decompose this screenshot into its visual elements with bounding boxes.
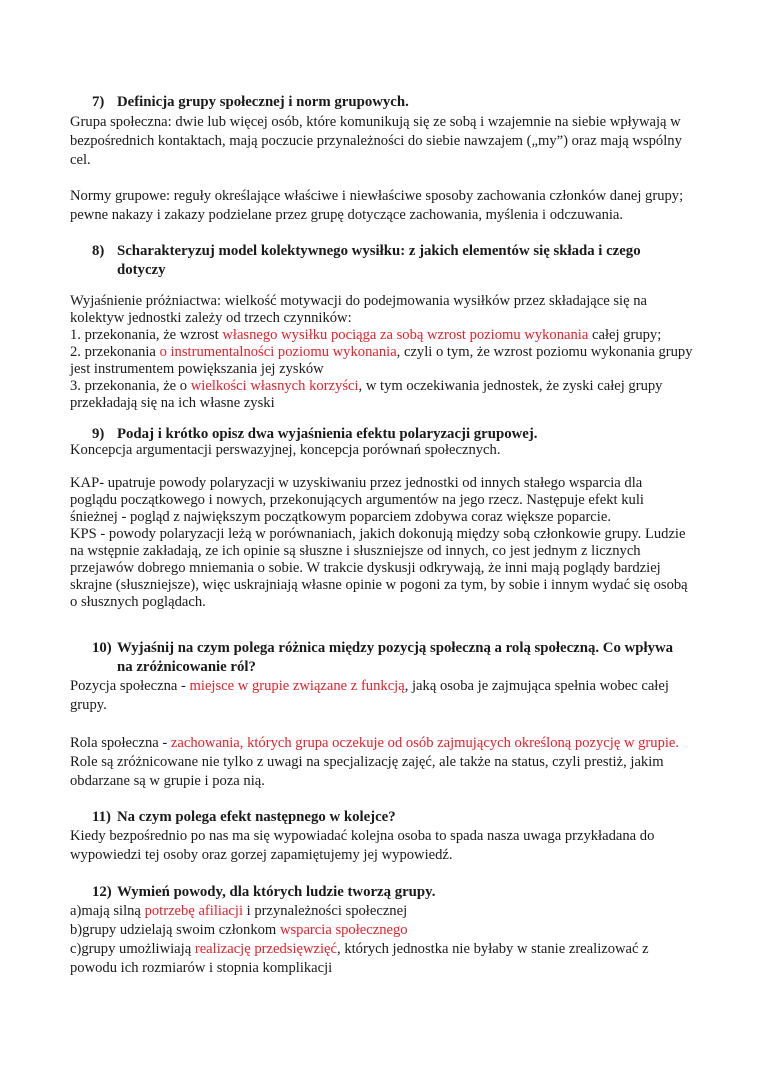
factor-1 — [70, 327, 710, 344]
factor-1-suffix: całej grupy; — [588, 327, 662, 343]
heading-10-number: 10) — [92, 640, 112, 656]
reason-a — [70, 902, 407, 920]
heading-11 — [92, 808, 692, 827]
reason-c-prefix: c)grupy umożliwiają — [70, 941, 195, 957]
heading-12-number: 12) — [92, 884, 112, 900]
heading-9-number: 9) — [92, 426, 105, 442]
heading-7 — [92, 93, 702, 112]
kps-paragraph: KPS - powody polaryzacji leżą w porównaniach, jakich dokonują między sobą członkowie grupy. Ludzie na wstępnie zakładają, ze ich opinie są słuszne i słuszniejsze od innych, co jest jednym z licznych przejawów dobrego mniemania o sobie. W trakcie dyskusji odkrywają, że inni mają poglądy bardziej skrajne (słuszniejsze), więc uskrajniają własne opinie w pogoni za tym, by sobie i innym wydać się osobą o słusznych poglądach. — [70, 526, 688, 610]
social-role-highlight: zachowania, których grupa oczekuje od osób zajmujących określoną pozycję w grupie. — [170, 735, 680, 751]
heading-7-number: 7) — [92, 94, 105, 110]
heading-11-number: 11) — [92, 809, 111, 825]
factor-3 — [70, 378, 690, 412]
social-position-highlight: miejsce w grupie związane z funkcją — [189, 678, 405, 694]
reason-a-highlight: potrzebę afiliacji — [144, 903, 244, 919]
reason-c-highlight: realizację przedsięwzięć — [194, 941, 338, 957]
heading-8 — [92, 242, 672, 280]
heading-8-text: Scharakteryzuj model kolektywnego wysiłku: z jakich elementów się składa i czego dotyczy — [117, 243, 641, 278]
heading-9-text: Podaj i krótko opisz dwa wyjaśnienia efektu polaryzacji grupowej. — [117, 426, 538, 442]
heading-8-number: 8) — [92, 243, 105, 259]
loafing-intro-paragraph: Wyjaśnienie próżniactwa: wielkość motywacji do podejmowania wysiłków przez składające się na kolektyw jednostki zależy od trzech czynników: — [70, 293, 648, 326]
reason-b — [70, 921, 408, 939]
group-norms-paragraph: Normy grupowe: reguły określające właściwe i niewłaściwe sposoby zachowania członków danej grupy; pewne nakazy i zakazy podzielane przez grupę dotyczące zachowania, myślenia i odczuwania. — [70, 188, 684, 223]
reason-a-suffix: i przynależności społecznej — [243, 903, 408, 919]
reason-c-suffix: , których jednostka nie byłaby w stanie zrealizować z powodu ich rozmiarów i stopnia komplikacji — [70, 941, 649, 976]
heading-10 — [92, 639, 692, 677]
factor-3-highlight: wielkości własnych korzyści — [190, 378, 359, 394]
heading-11-text: Na czym polega efekt następnego w kolejce? — [117, 809, 396, 825]
reason-b-highlight: wsparcia społecznego — [279, 922, 408, 938]
factor-2-prefix: 2. przekonania — [70, 344, 160, 360]
factor-3-suffix: , w tym oczekiwania jednostek, że zyski całej grupy przekładają się na ich własne zyski — [70, 378, 663, 411]
heading-12 — [92, 883, 692, 902]
social-position-paragraph — [70, 677, 685, 715]
factor-1-prefix: 1. przekonania, że wzrost — [70, 327, 223, 343]
factor-3-prefix: 3. przekonania, że o — [70, 378, 191, 394]
factor-2-highlight: o instrumentalności poziomu wykonania — [159, 344, 397, 360]
reason-b-prefix: b)grupy udzielają swoim członkom — [70, 922, 280, 938]
next-in-line-paragraph: Kiedy bezpośrednio po nas ma się wypowiadać kolejna osoba to spada nasza uwaga przykładana do wypowiedzi tej osoby oraz gorzej zapamiętujemy jej wypowiedź. — [70, 828, 655, 863]
polarization-concepts: Koncepcja argumentacji perswazyjnej, koncepcja porównań społecznych. — [70, 442, 501, 458]
social-role-paragraph — [70, 734, 710, 753]
group-definition-paragraph: Grupa społeczna: dwie lub więcej osób, które komunikują się ze sobą i wzajemnie na siebie wpływają w bezpośrednich kontaktach, mają poczucie przynależności do siebie nawzajem („my”) oraz mają wspólny cel. — [70, 114, 682, 168]
factor-2-suffix: , czyli o tym, że wzrost poziomu wykonania grupy jest instrumentem powiększania jej zysków — [70, 344, 693, 377]
reason-a-prefix: a)mają silną — [70, 903, 145, 919]
heading-12-text: Wymień powody, dla których ludzie tworzą grupy. — [117, 884, 436, 900]
kap-paragraph: KAP- upatruje powody polaryzacji w uzyskiwaniu przez jednostki od innych stałego wsparcia dla poglądu początkowego i nowych, przekonujących argumentów na jego rzecz. Następuje efekt kuli śnieżnej - pogląd z największym początkowym poparciem zdobywa coraz większe poparcie. — [70, 475, 644, 525]
role-differentiation-paragraph: Role są zróżnicowane nie tylko z uwagi na specjalizację zajęć, ale także na status, czyli prestiż, jakim obdarzane są w grupie i poza nią. — [70, 754, 664, 789]
social-role-prefix: Rola społeczna - — [70, 735, 171, 751]
heading-7-text: Definicja grupy społecznej i norm grupowych. — [117, 94, 409, 110]
heading-10-text: Wyjaśnij na czym polega różnica między pozycją społeczną a rolą społeczną. Co wpływa na zróżnicowanie ról? — [117, 640, 674, 675]
factor-2 — [70, 344, 695, 378]
social-position-suffix: , jaką osoba je zajmująca spełnia wobec całej grupy. — [70, 678, 669, 713]
social-position-prefix: Pozycja społeczna - — [70, 678, 190, 694]
factor-1-highlight: własnego wysiłku pociąga za sobą wzrost poziomu wykonania — [222, 327, 589, 343]
reason-c — [70, 940, 680, 978]
